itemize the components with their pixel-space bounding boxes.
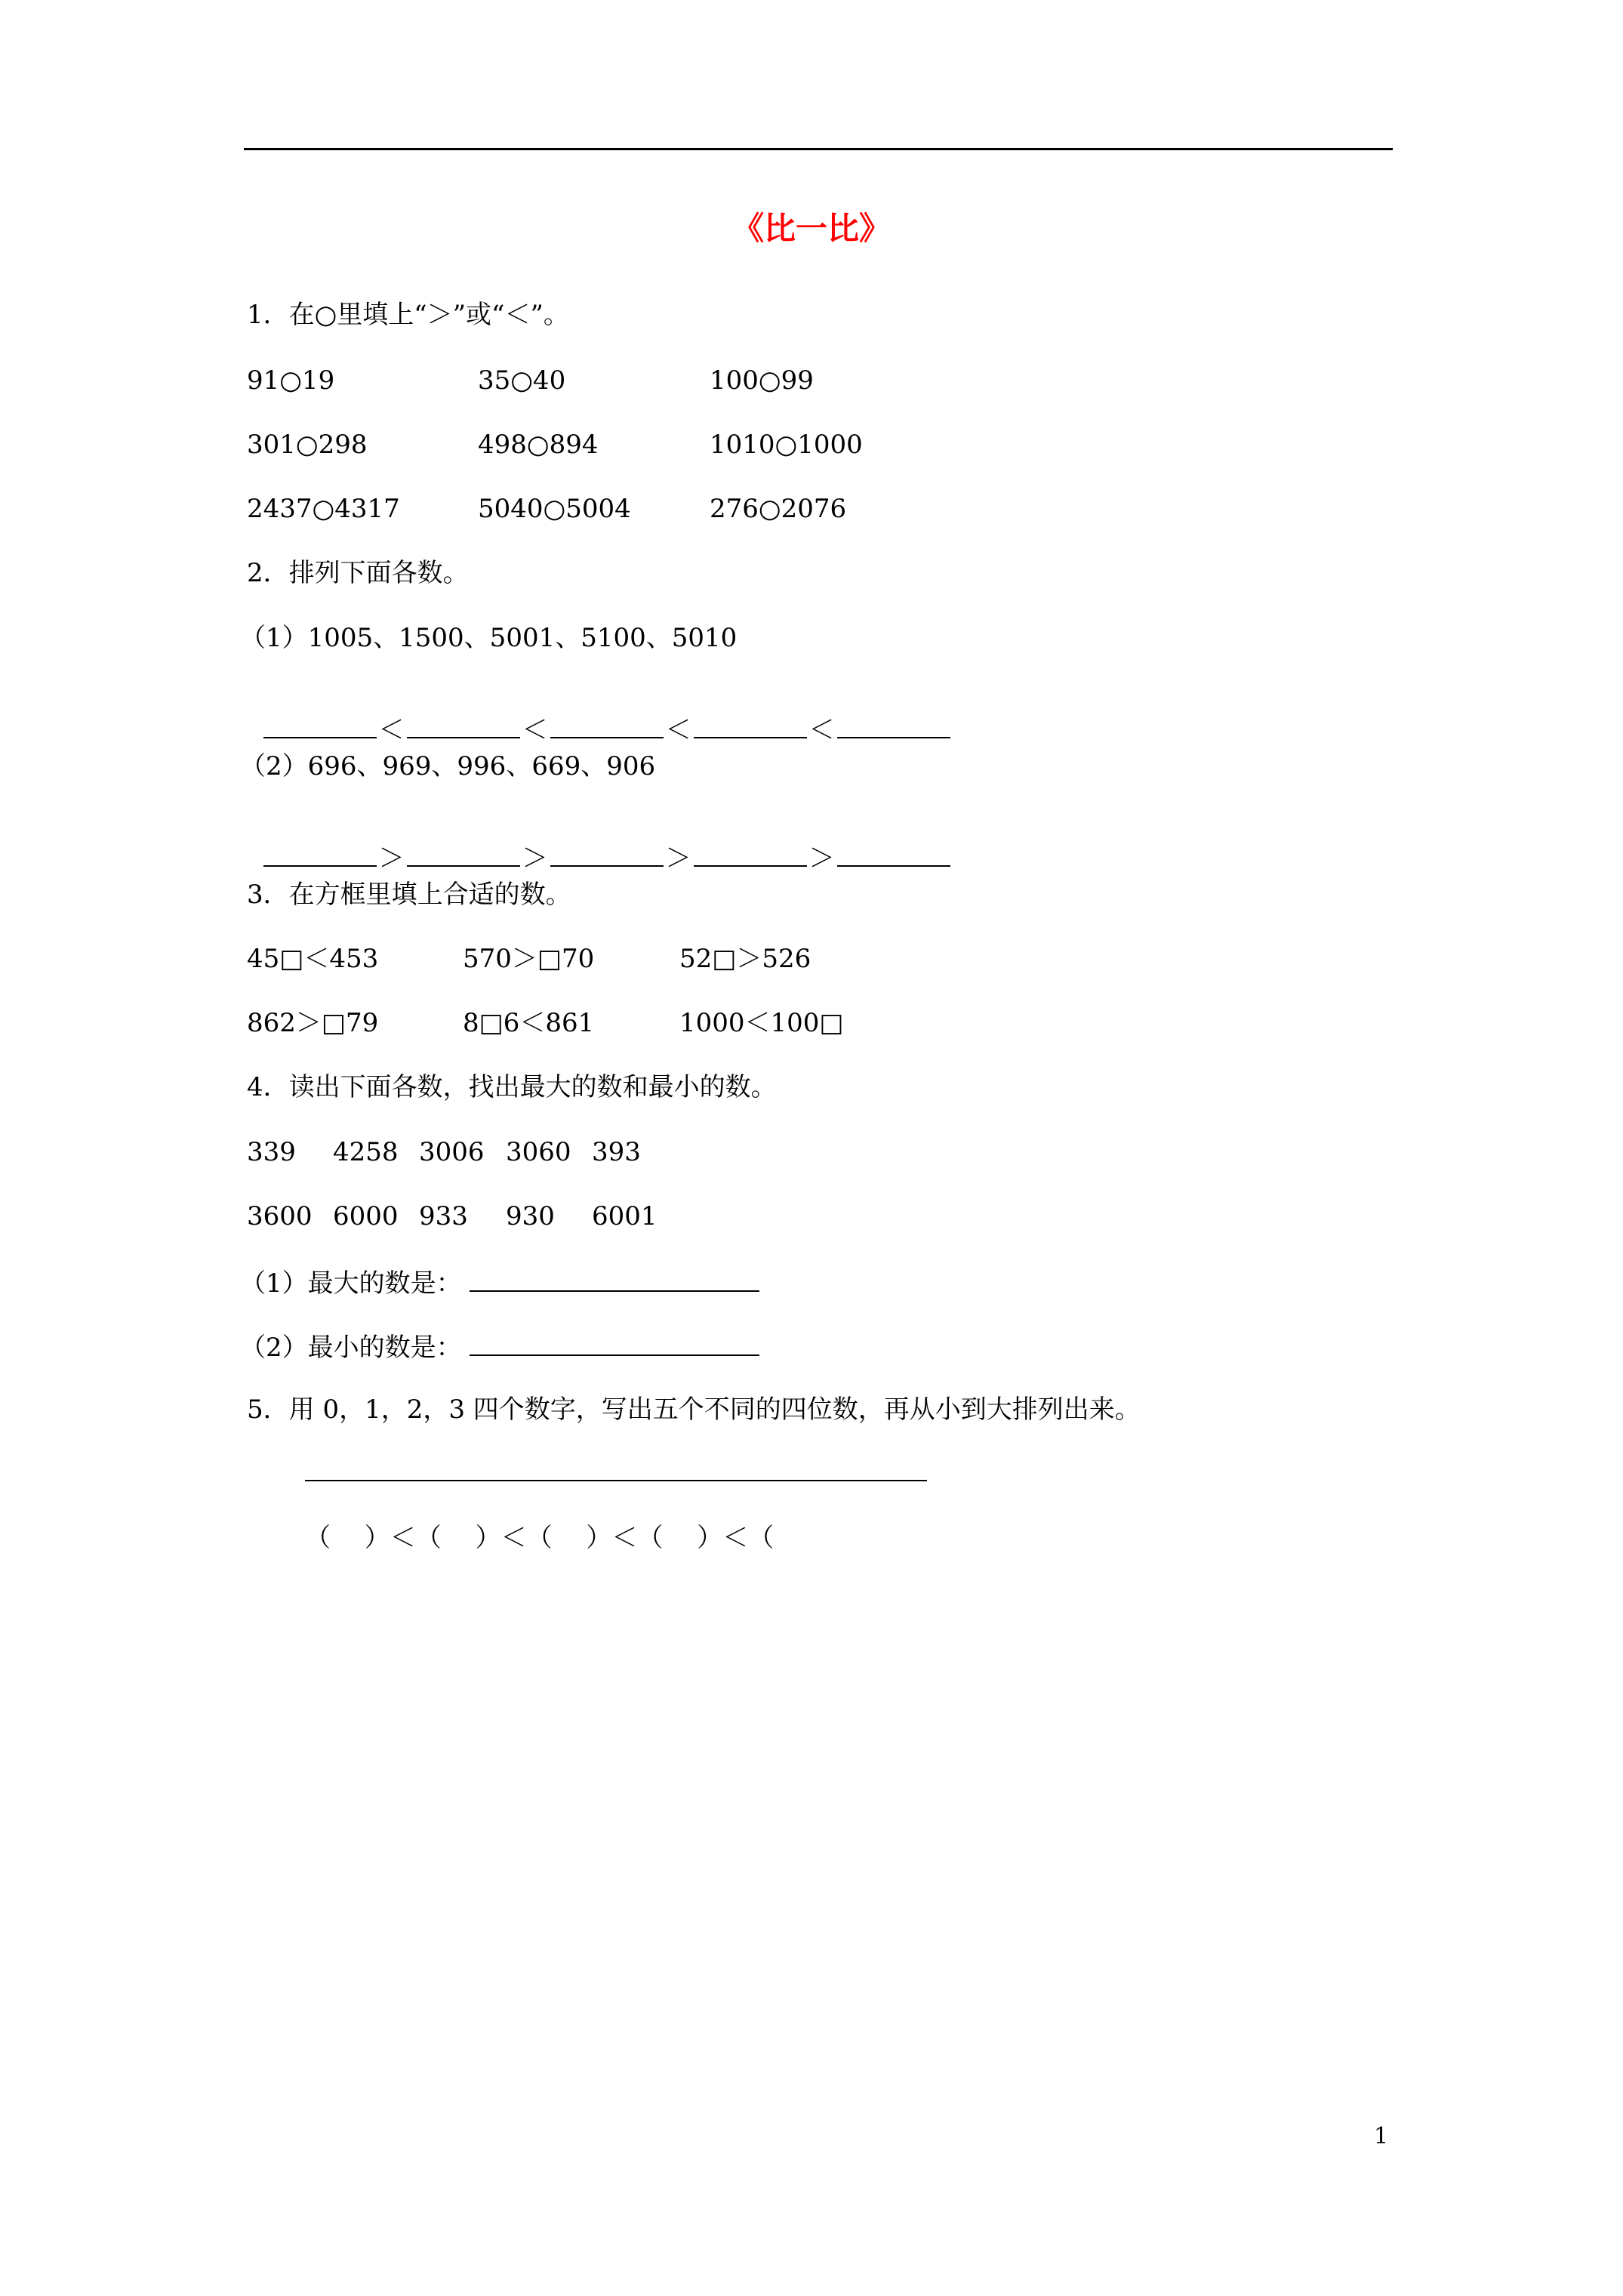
q1-item: 2437○4317 (247, 494, 400, 524)
q4-number: 4258 (333, 1137, 399, 1167)
page-number: 1 (1374, 2123, 1389, 2150)
q3-item: 1000＜100□ (679, 1008, 844, 1038)
q4-min-label: （2）最小的数是： (240, 1333, 462, 1363)
q4-prompt: 4．读出下面各数，找出最大的数和最小的数。 (247, 1072, 777, 1102)
q4-max-label: （1）最大的数是： (240, 1268, 462, 1299)
q1-item: 100○99 (710, 365, 814, 396)
q4-number: 339 (247, 1137, 296, 1167)
q1-item: 35○40 (478, 365, 566, 396)
q4-number: 930 (506, 1201, 555, 1231)
q2-part1: （1）1005、1500、5001、5100、5010 (240, 623, 738, 653)
answer-blank[interactable] (550, 714, 664, 738)
q5-prompt: 5．用 0，1，2，3 四个数字，写出五个不同的四位数，再从小到大排列出来。 (247, 1395, 1141, 1425)
answer-blank[interactable] (837, 714, 950, 738)
min-answer-blank[interactable] (470, 1332, 759, 1356)
q1-item: 301○298 (247, 430, 368, 460)
q3-item: 8□6＜861 (463, 1008, 595, 1038)
answer-blank[interactable] (407, 843, 520, 867)
q5-answer-line[interactable] (305, 1480, 927, 1481)
answer-blank[interactable] (694, 843, 807, 867)
q4-number: 6000 (333, 1201, 399, 1231)
q2-part2: （2）696、969、996、669、906 (240, 751, 656, 781)
greater-than-sign: ＞ (808, 843, 835, 874)
q1-item: 276○2076 (710, 494, 847, 524)
q2-prompt: 2．排列下面各数。 (247, 558, 469, 588)
q4-min-row (240, 1332, 759, 1361)
q4-max-row (240, 1268, 759, 1299)
less-than-sign: ＜ (665, 715, 691, 745)
q3-item: 862＞□79 (247, 1008, 379, 1038)
answer-blank[interactable] (694, 714, 807, 738)
q3-prompt: 3．在方框里填上合适的数。 (247, 880, 571, 910)
less-than-sign: ＜ (808, 715, 835, 745)
q4-number: 3006 (419, 1137, 485, 1167)
q4-number: 3600 (247, 1201, 313, 1231)
q3-item: 52□＞526 (679, 944, 812, 974)
q4-number: 6001 (592, 1201, 658, 1231)
greater-than-sign: ＞ (378, 843, 405, 874)
answer-blank[interactable] (263, 714, 377, 738)
answer-blank[interactable] (263, 843, 377, 867)
q2-part1-answer-row (247, 689, 950, 743)
q4-number: 933 (419, 1201, 468, 1231)
q2-part2-answer-row (247, 817, 950, 874)
q3-item: 45□＜453 (247, 944, 379, 974)
q5-parentheses: （ ）＜（ ）＜（ ）＜（ ）＜（ (305, 1523, 775, 1553)
page-title: 《比一比》 (731, 210, 891, 247)
answer-blank[interactable] (407, 714, 520, 738)
q1-prompt: 1．在○里填上“＞”或“＜”。 (247, 300, 569, 330)
q4-number: 3060 (506, 1137, 571, 1167)
q1-item: 498○894 (478, 430, 599, 460)
max-answer-blank[interactable] (470, 1268, 759, 1292)
less-than-sign: ＜ (378, 715, 405, 745)
q4-number: 393 (592, 1137, 641, 1167)
answer-blank[interactable] (837, 843, 950, 867)
greater-than-sign: ＞ (522, 843, 548, 874)
greater-than-sign: ＞ (665, 843, 691, 874)
less-than-sign: ＜ (522, 715, 548, 745)
q3-item: 570＞□70 (463, 944, 595, 974)
q1-item: 91○19 (247, 365, 335, 396)
q1-item: 1010○1000 (710, 430, 863, 460)
header-rule (244, 148, 1393, 150)
q1-item: 5040○5004 (478, 494, 631, 524)
answer-blank[interactable] (550, 843, 664, 867)
